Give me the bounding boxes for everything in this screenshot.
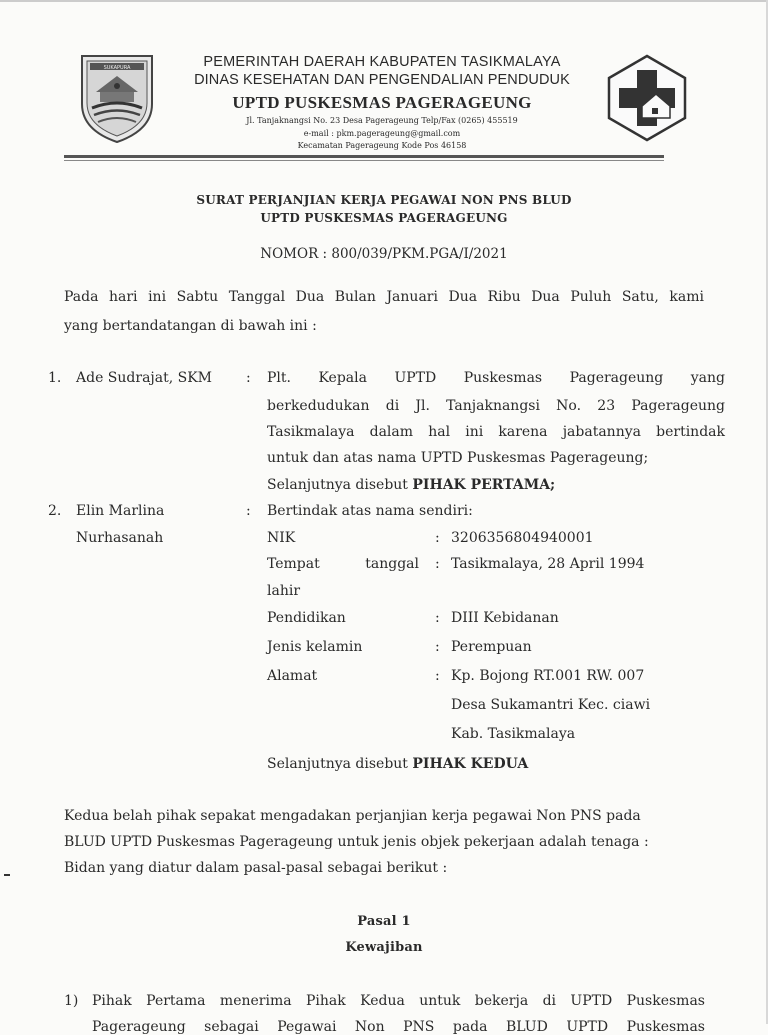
letterhead-email: e-mail : pkm.pagerageung@gmail.com bbox=[303, 129, 461, 138]
field-label-birth: Tempat tanggal bbox=[267, 556, 419, 572]
letterhead-rule-thin bbox=[64, 160, 664, 161]
letterhead-government: PEMERINTAH DAERAH KABUPATEN TASIKMALAYA bbox=[203, 54, 561, 70]
logo-left-text: SUKAPURA bbox=[103, 65, 131, 71]
agreement-line-3: Bidan yang diatur dalam pasal-pasal sebagai berikut : bbox=[64, 860, 448, 876]
field-value-gender: Perempuan bbox=[451, 639, 532, 655]
letterhead-rule-thick bbox=[64, 155, 664, 158]
field-value-address: Kp. Bojong RT.001 RW. 007 bbox=[451, 668, 645, 684]
party2-name-line-1: Elin Marlina bbox=[76, 503, 165, 519]
field-value-nik: 3206356804940001 bbox=[451, 530, 594, 546]
field-colon: : bbox=[435, 556, 440, 572]
letterhead-district: Kecamatan Pagerageung Kode Pos 46158 bbox=[297, 141, 467, 150]
party1-designation-line bbox=[267, 477, 555, 493]
party2-designation-prefix: Selanjutnya disebut bbox=[267, 756, 413, 772]
party2-acting: Bertindak atas nama sendiri: bbox=[267, 503, 473, 519]
field-value-address-2: Desa Sukamantri Kec. ciawi bbox=[451, 697, 651, 713]
pasal-heading: Pasal 1 bbox=[357, 914, 411, 929]
party1-number: 1. bbox=[48, 370, 62, 386]
letterhead-agency: DINAS KESEHATAN DAN PENGENDALIAN PENDUDUK bbox=[194, 72, 570, 88]
party1-desc-line-4: untuk dan atas nama UPTD Puskesmas Pagerageung; bbox=[267, 450, 649, 466]
party1-name: Ade Sudrajat, SKM bbox=[76, 370, 213, 386]
letterhead-address: Jl. Tanjaknangsi No. 23 Desa Pagerageung Telp/Fax (0265) 455519 bbox=[246, 116, 518, 125]
field-value-birth: Tasikmalaya, 28 April 1994 bbox=[451, 556, 645, 572]
field-label-gender: Jenis kelamin bbox=[267, 639, 363, 655]
field-label-birth-cont: lahir bbox=[267, 583, 301, 599]
page-top-edge bbox=[0, 0, 768, 2]
party2-number: 2. bbox=[48, 503, 62, 519]
party2-colon: : bbox=[246, 503, 251, 519]
pasal-item1-number: 1) bbox=[64, 993, 79, 1009]
field-value-address-3: Kab. Tasikmalaya bbox=[451, 726, 576, 742]
intro-line-2: yang bertandatangan di bawah ini : bbox=[64, 318, 317, 334]
document-title: SURAT PERJANJIAN KERJA PEGAWAI NON PNS BLUD bbox=[196, 193, 572, 207]
document-number: NOMOR : 800/039/PKM.PGA/I/2021 bbox=[260, 246, 508, 262]
party2-name-line-2: Nurhasanah bbox=[76, 530, 164, 546]
agreement-line-2: BLUD UPTD Puskesmas Pagerageung untuk jenis objek pekerjaan adalah tenaga : bbox=[64, 834, 649, 850]
field-label-education: Pendidikan bbox=[267, 610, 346, 626]
field-colon: : bbox=[435, 530, 440, 546]
party1-desc-line-1: Plt. Kepala UPTD Puskesmas Pagerageung yang bbox=[267, 370, 725, 386]
regency-emblem-logo bbox=[76, 52, 158, 144]
pasal-item1-line-2: Pagerageung sebagai Pegawai Non PNS pada BLUD UPTD Puskesmas bbox=[92, 1019, 705, 1035]
party1-desc-line-3: Tasikmalaya dalam hal ini karena jabatannya bertindak bbox=[267, 424, 725, 440]
party1-desc-line-2: berkedudukan di Jl. Tanjaknangsi No. 23 Pagerageung bbox=[267, 398, 725, 414]
document-subtitle: UPTD PUSKESMAS PAGERAGEUNG bbox=[260, 211, 508, 225]
pasal-subheading: Kewajiban bbox=[345, 940, 423, 955]
agreement-line-1: Kedua belah pihak sepakat mengadakan perjanjian kerja pegawai Non PNS pada bbox=[64, 808, 641, 824]
party1-designation: PIHAK PERTAMA; bbox=[412, 477, 556, 493]
puskesmas-logo bbox=[606, 54, 688, 142]
field-colon: : bbox=[435, 610, 440, 626]
field-colon: : bbox=[435, 639, 440, 655]
field-label-address: Alamat bbox=[267, 668, 318, 684]
party2-designation: PIHAK KEDUA bbox=[412, 756, 529, 772]
field-colon: : bbox=[435, 668, 440, 684]
margin-mark bbox=[4, 874, 10, 876]
letterhead-institution: UPTD PUSKESMAS PAGERAGEUNG bbox=[232, 93, 532, 112]
intro-line-1: Pada hari ini Sabtu Tanggal Dua Bulan Januari Dua Ribu Dua Puluh Satu, kami bbox=[64, 289, 704, 305]
pasal-item1-line-1: Pihak Pertama menerima Pihak Kedua untuk bekerja di UPTD Puskesmas bbox=[92, 993, 705, 1009]
party1-designation-prefix: Selanjutnya disebut bbox=[267, 477, 413, 493]
field-value-education: DIII Kebidanan bbox=[451, 610, 559, 626]
party1-colon: : bbox=[246, 370, 251, 386]
party2-designation-line bbox=[267, 756, 528, 772]
field-label-nik: NIK bbox=[267, 530, 296, 546]
